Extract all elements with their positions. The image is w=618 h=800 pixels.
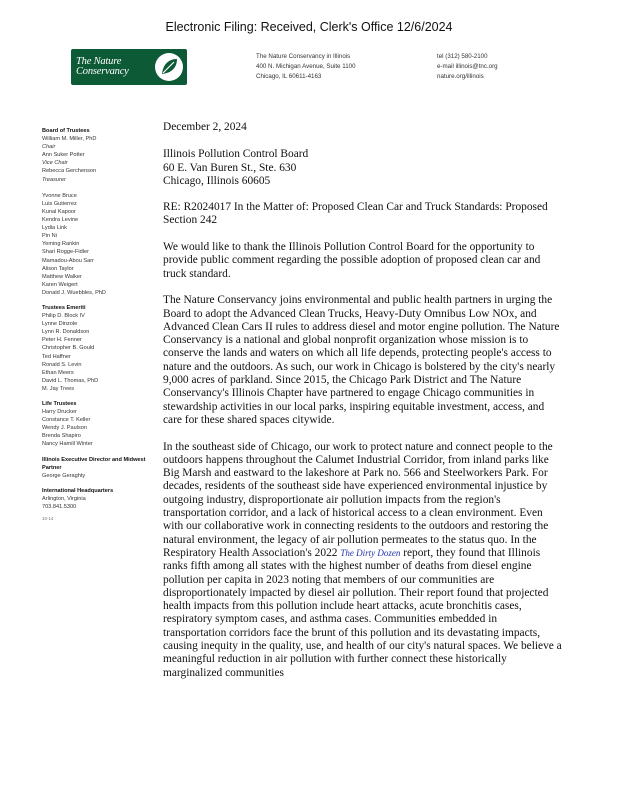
report-title-link[interactable]: The Dirty Dozen xyxy=(340,547,401,558)
trustee-name: Lydia Link xyxy=(42,225,67,232)
organization-logo xyxy=(71,49,187,85)
trustee-name: Matthew Walker xyxy=(42,273,82,280)
trustee-name: Pin Ni xyxy=(42,233,57,240)
letter-body xyxy=(163,121,563,693)
trustee-name: Yvonne Bruce xyxy=(42,192,77,199)
sidebar-footer-mark: 10-14 xyxy=(42,516,54,522)
trustee-name: Kendra Levine xyxy=(42,217,79,224)
trustee-name: Shari Rogge-Fidler xyxy=(42,249,89,256)
director-heading: Illinois Executive Director and Midwest Partner xyxy=(42,456,146,471)
board-heading: Board of Trustees xyxy=(42,128,90,134)
hq-section xyxy=(42,487,150,523)
address-line: The Nature Conservancy in Illinois xyxy=(256,53,351,60)
director-name: George Geraghty xyxy=(42,472,86,479)
emeritus-name: Lynn R. Donaldson xyxy=(42,329,90,336)
emeriti-section xyxy=(42,304,150,393)
hq-heading: International Headquarters xyxy=(42,487,114,494)
trustee-name: Treasurer xyxy=(42,176,66,183)
recipient-name: Illinois Pollution Control Board xyxy=(163,148,309,161)
office-contact xyxy=(437,52,597,83)
letter-date: December 2, 2024 xyxy=(163,121,247,133)
emeritus-name: Lynne Dinzole xyxy=(42,321,78,328)
logo-wordmark xyxy=(76,57,129,77)
trustee-name: Yeming Rankin xyxy=(42,241,80,248)
trustee-name: Alison Taylor xyxy=(42,265,74,272)
trustee-name: Vice Chair xyxy=(42,160,68,167)
trustee-name: Rebecca Gerchenson xyxy=(42,168,97,175)
trustee-name: Ann Suker Potter xyxy=(42,152,85,159)
contact-email: e-mail illinois@tnc.org xyxy=(437,63,498,71)
director-section xyxy=(42,456,150,480)
hq-city: Arlington, Virginia xyxy=(42,495,86,502)
emeritus-name: Christopher B. Gould xyxy=(42,345,95,352)
filing-stamp: Electronic Filing: Received, Clerk's Office 12/6/2024 xyxy=(165,20,453,34)
trustee-name: Kunal Kapoor xyxy=(42,208,76,215)
paragraph-southeast xyxy=(163,441,563,680)
trustee-name: Chair xyxy=(42,144,56,151)
life-trustee-name: Nancy Hamill Winter xyxy=(42,441,93,448)
life-section xyxy=(42,400,150,449)
leaf-icon xyxy=(154,52,184,82)
logo-text-line2: Conservancy xyxy=(76,66,129,77)
paragraph-mission: The Nature Conservancy joins environmental and public health partners in urging the Board to adopt the Advanced Clean Trucks, Heavy-Duty Omnibus Low NOx, and Advanced Clean Cars II rules to address diesel and motor engine pollution. The Nature Conservancy is a national and global nonprofit organization whose mission is to conserve the lands and waters on which all life depends, protecting people's access to nature and the outdoors. As such, our work in Chicago is bolstered by the city's nearly 9,000 acres of parkland. Since 2015, the Chicago Park District and The Nature Conservancy's Illinois Chapter have partnered to engage Chicago communities in stewardship activities in our local parks, inspiring equitable investment, access, and care for these shared spaces citywide. xyxy=(163,294,560,426)
contact-phone: tel (312) 580-2100 xyxy=(437,53,488,60)
life-trustee-name: Wendy J. Paulson xyxy=(42,425,87,432)
emeritus-name: Ethan Meers xyxy=(42,369,74,376)
trustee-name: William M. Miller, PhD xyxy=(42,136,97,143)
contact-website: nature.org/illinois xyxy=(437,73,484,81)
recipient-street: 60 E. Van Buren St., Ste. 630 xyxy=(163,161,297,174)
emeritus-name: Philip D. Block IV xyxy=(42,313,85,320)
trustee-name: Donald J. Wuebbles, PhD xyxy=(42,289,106,296)
paragraph-southeast-part2: report, they found that Illinois ranks fifth among all states with the highest number of deaths from diesel engine pollution per capita in 2023 noting that members of our communities are disproportionately impacted by diesel air pollution. Their report found that projected health impacts from this pollution include heart attacks, acute bronchitis cases, respiratory symptom cases, and asthma cases. Communities embedded in transportation corridors face the brunt of this pollution and its devastating impacts, causing inequity in the quality, use, and health of our city's natural spaces. We believe a meaningful reduction in air pollution with further connect these historically marginalized communities xyxy=(163,546,562,679)
trustee-name: Karen Weigert xyxy=(42,281,78,288)
recipient-city: Chicago, Illinois 60605 xyxy=(163,174,271,187)
paragraph-southeast-part1: In the southeast side of Chicago, our work to protect nature and connect people to the outdoors happens throughout the Calumet Industrial Corridor, from inland parks like Big Marsh and eastward to the lakeshore at Park no. 566 and Steelworkers Park. For decades, residents of the southeast side have experienced environmental injustice by outgoing industry, disproportionate air pollution impacts from the region's transportation corridor, and a lack of historical access to a clean environment. Even with our collaborative work in connecting residents to the outdoors and restoring the natural environment, the legacy of air pollution permeates to the status quo. In the Respiratory Health Association's 2022 xyxy=(163,440,553,559)
address-line: Chicago, IL 60611-4163 xyxy=(256,73,322,81)
board-section xyxy=(42,127,150,297)
life-heading: Life Trustees xyxy=(42,401,77,407)
trustee-name xyxy=(42,184,150,192)
emeritus-name: Ronald S. Levin xyxy=(42,361,82,368)
life-trustee-name: Harry Drucker xyxy=(42,409,77,416)
address-line: 400 N. Michigan Avenue, Suite 1100 xyxy=(256,63,356,71)
life-trustee-name: Constance T. Keller xyxy=(42,417,91,424)
emeritus-name: Peter H. Fenner xyxy=(42,337,82,344)
emeriti-list xyxy=(42,312,150,393)
paragraph-intro: We would like to thank the Illinois Pollution Control Board for the opportunity to provide public comment regarding the possible adoption of proposed clean car and truck standard. xyxy=(163,241,541,280)
trustee-name: Luis Gutierrez xyxy=(42,200,77,207)
subject-line: RE: R2024017 In the Matter of: Proposed Clean Car and Truck Standards: Proposed Section 242 xyxy=(163,201,548,227)
emeritus-name: M. Jay Trees xyxy=(42,385,75,392)
board-list xyxy=(42,135,150,297)
emeritus-name: David L. Thomas, PhD xyxy=(42,377,99,384)
hq-phone: 703.841.5300 xyxy=(42,504,77,511)
life-list xyxy=(42,408,150,448)
trustee-name: Mamadou-Abou Sarr xyxy=(42,257,94,264)
emeriti-heading: Trustees Emeriti xyxy=(42,304,86,311)
life-trustee-name: Brenda Shapiro xyxy=(42,433,81,440)
emeritus-name: Ted Haffner xyxy=(42,353,71,360)
office-address xyxy=(256,52,436,83)
logo-text-line1: The Nature xyxy=(76,56,122,67)
trustee-sidebar xyxy=(42,127,150,530)
recipient-block xyxy=(163,148,563,188)
